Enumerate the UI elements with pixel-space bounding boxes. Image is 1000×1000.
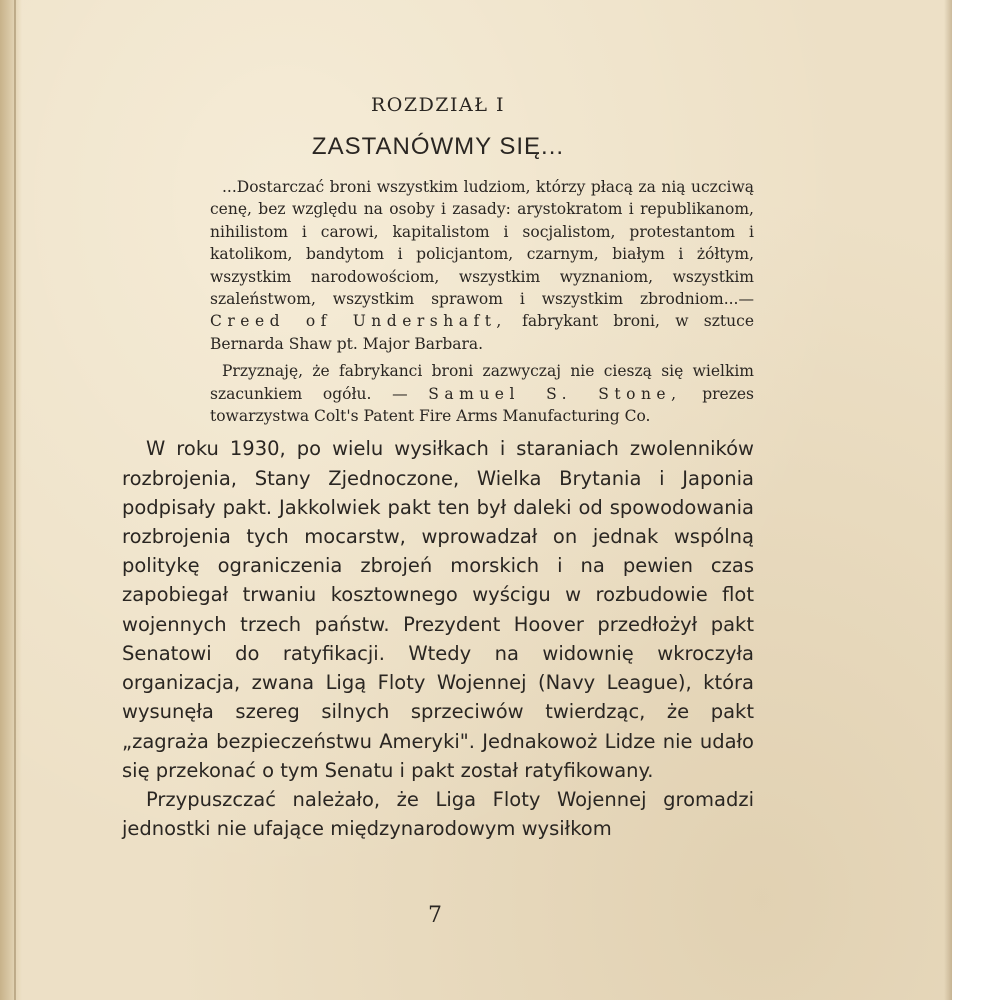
gutter-line [14,0,16,1000]
page-number: 7 [428,903,442,928]
chapter-title: ZASTANÓWMY SIĘ... [311,133,565,160]
page-right-shadow [944,0,952,1000]
epigraph-attribution: prezes towarzystwa Colt's Patent Fire Arms Manufacturing Co. [210,384,754,426]
body-paragraph: Przypuszczać należało, że Liga Floty Wojennej gromadzi jednostki nie ufające międzynarodowym wysiłkom [122,787,754,841]
epigraph-text: ...Dostarczać broni wszystkim ludziom, którzy płacą za nią uczciwą cenę, bez względu na osoby i zasady: arystokratom i republikanom, nihilistom i carowi, kapitalistom i socjalistom, protestantom i katolikom, bandytom i policjantom, czarnym, białym i żółtym, wszystkim narodowościom, wszystkim wyznaniom, wszystkim szaleństwom, wszystkim sprawom i wszystkim zbrodniom...— [210,178,754,309]
epigraph [210,360,754,427]
body-paragraph: W roku 1930, po wielu wysiłkach i staraniach zwolenników rozbrojenia, Stany Zjednoczone, Wielka Brytania i Japonia podpisały pakt. Jakkolwiek pakt ten był daleki od spowodowania rozbrojenia tych mocarstw, wprowadzał on jednak wspólną politykę ograniczenia zbrojeń morskich i na pewien czas zapobiegał trwaniu kosztownego wyścigu w rozbudowie flot wojennych trzech państw. Prezydent Hoover przedłożył pakt Senatowi do ratyfikacji. Wtedy na widownię wkroczyła organizacja, zwana Ligą Floty Wojennej (Navy League), która wysunęła szereg silnych sprzeciwów twierdząc, że pakt „zagraża bezpieczeństwu Ameryki". Jednakowoż Lidze nie udało się przekonać o tym Senatu i pakt został ratyfikowany. [122,437,754,782]
epigraph-text: Przyznaję, że fabrykanci broni zazwyczaj nie cieszą się wielkim szacunkiem ogółu. — [210,362,754,403]
epigraph-source: Creed of Undershaft, [210,312,507,331]
page-text [122,90,754,843]
epigraph [210,176,754,355]
page-binding-edge [0,0,22,1000]
chapter-label: ROZDZIAŁ I [370,94,505,116]
epigraph-source: Samuel S. Stone, [428,384,682,403]
epigraph-attribution: fabrykant broni, w sztuce Bernarda Shaw pt. Major Barbara. [210,312,754,353]
